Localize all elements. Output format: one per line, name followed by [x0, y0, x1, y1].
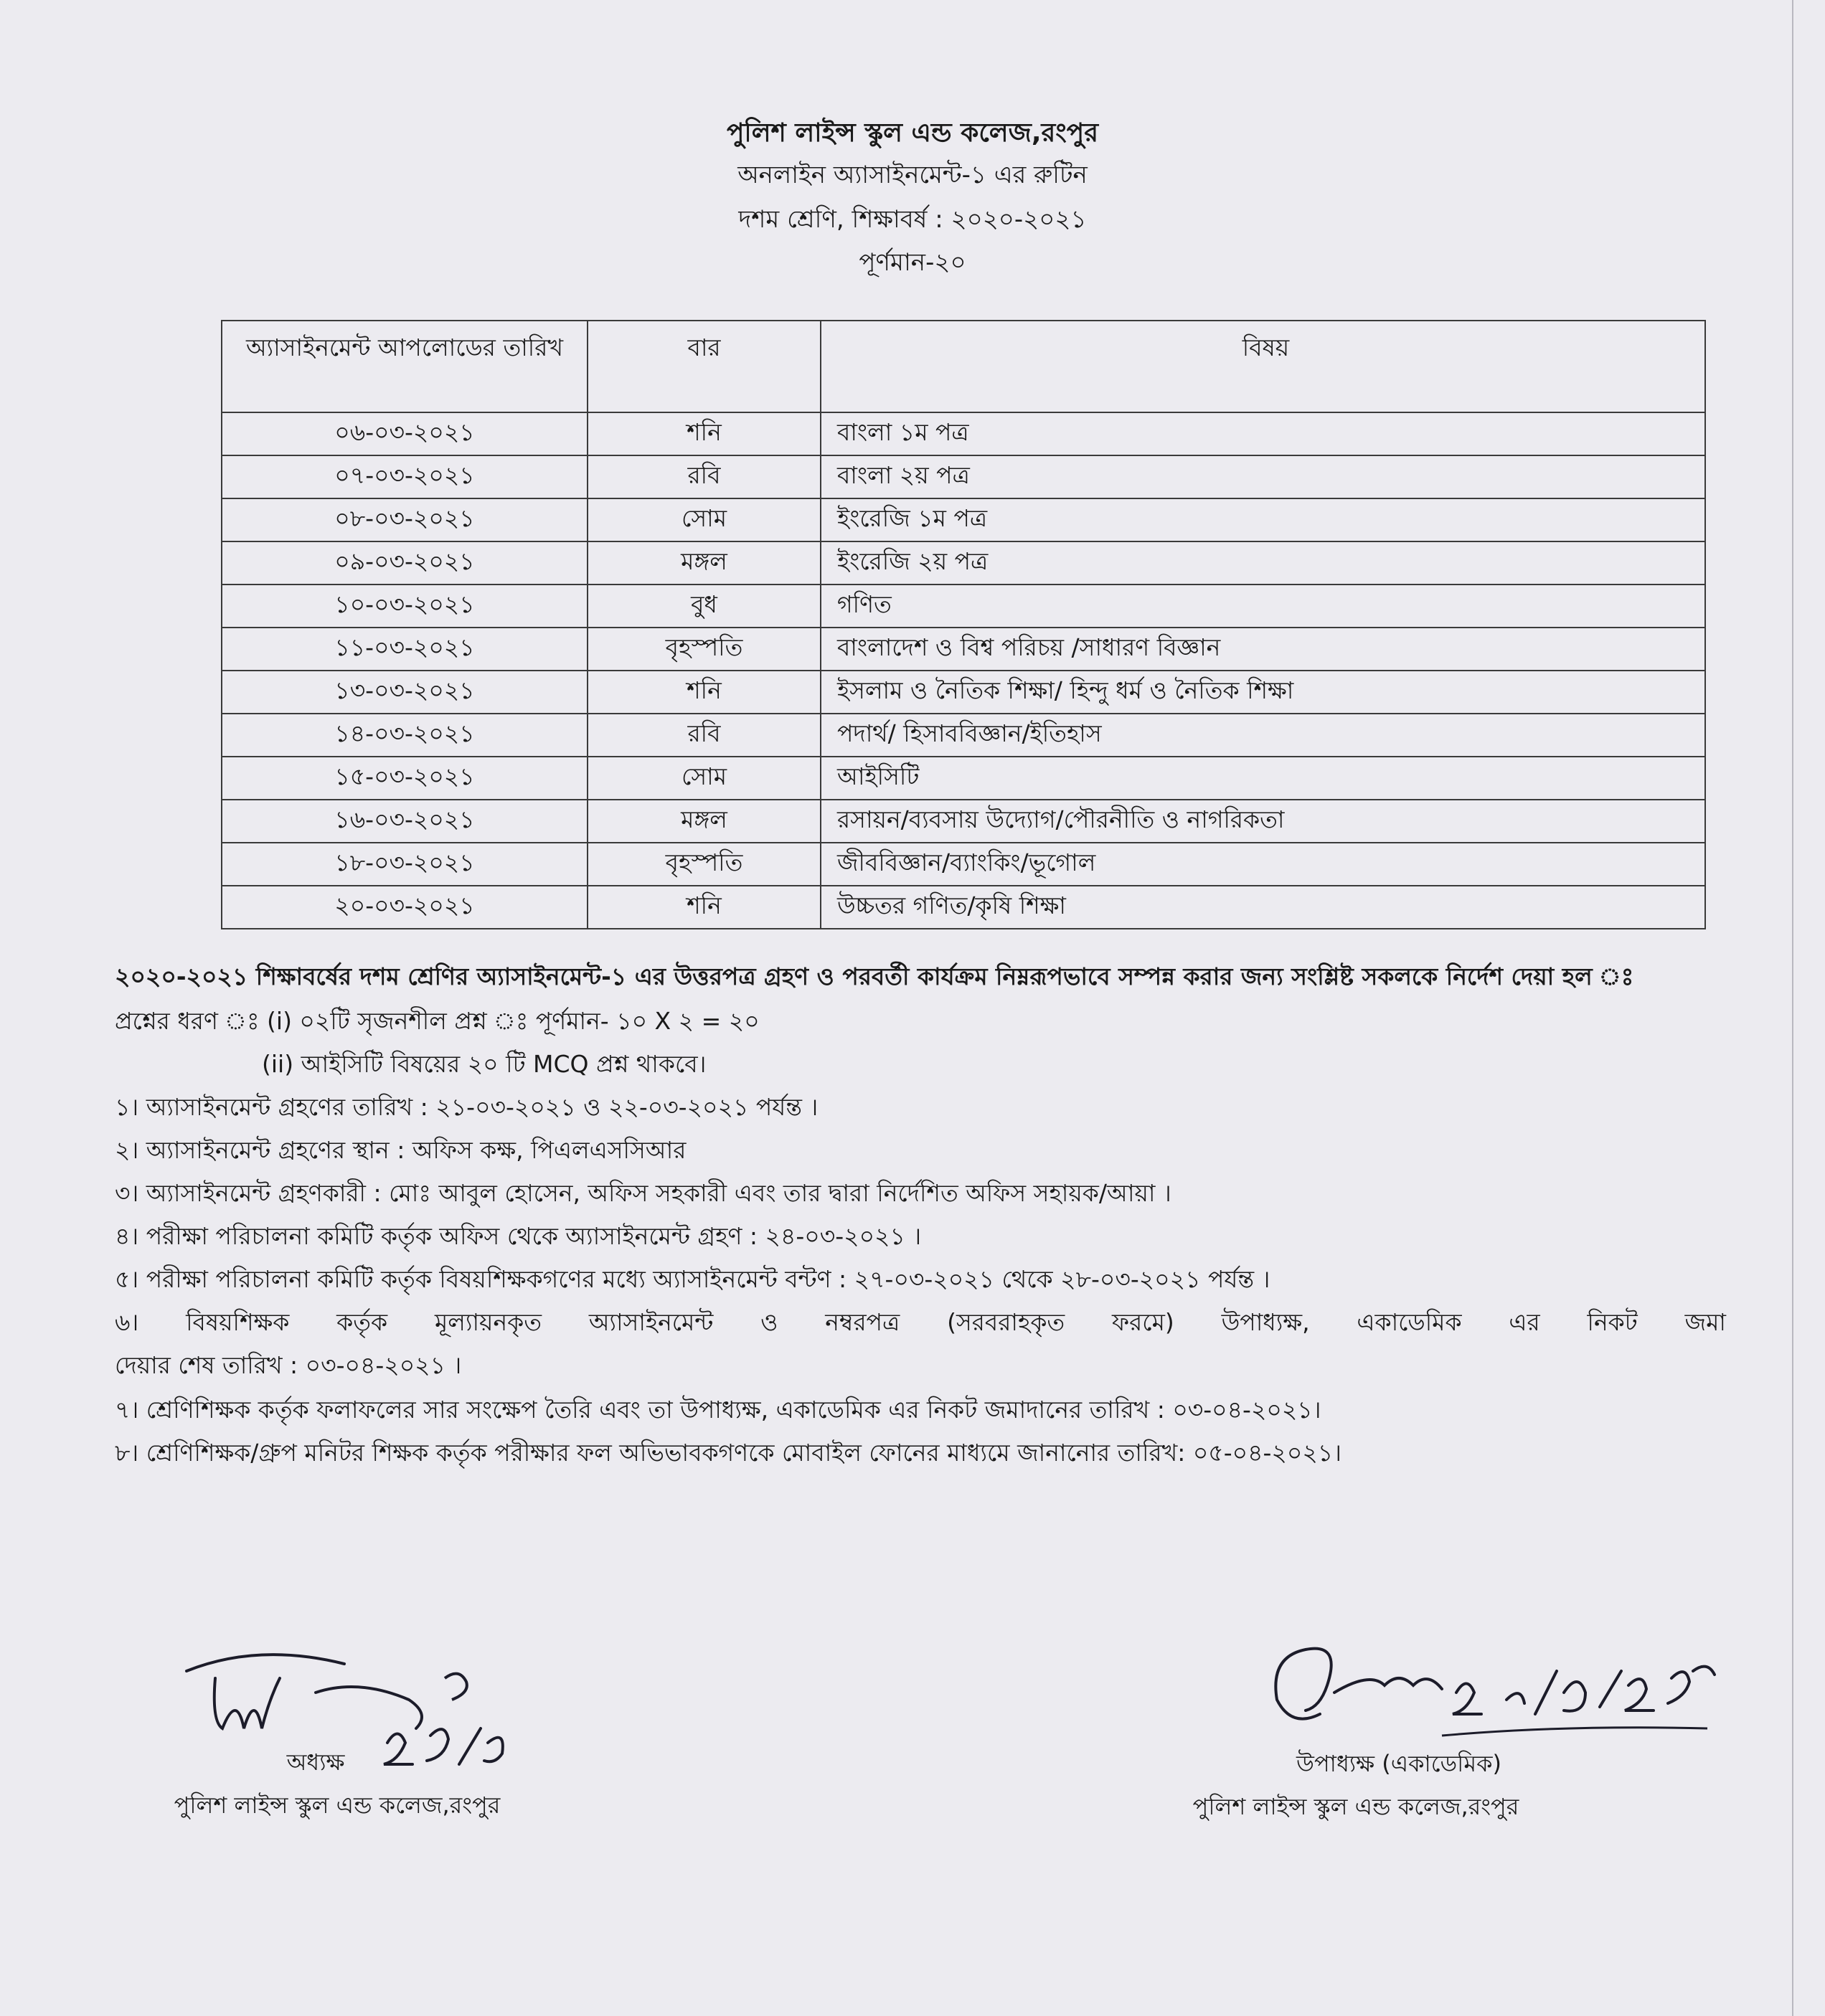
cell-date: ০৭-০৩-২০২১ — [222, 455, 588, 498]
document-title: অনলাইন অ্যাসাইনমেন্ট-১ এর রুটিন — [737, 161, 1088, 189]
instruction-item: ১। অ্যাসাইনমেন্ট গ্রহণের তারিখ : ২১-০৩-২০২১ ও ২২-০৩-২০২১ পর্যন্ত । — [115, 1093, 819, 1121]
cell-subject: রসায়ন/ব্যবসায় উদ্যোগ/পৌরনীতি ও নাগরিকতা — [821, 800, 1705, 843]
instruction-item: ৫। পরীক্ষা পরিচালনা কমিটি কর্তৃক বিষয়শিক্ষকগণের মধ্যে অ্যাসাইনমেন্ট বন্টণ : ২৭-০৩-২০২১ থেকে ২৮-০৩-২০২১ পর্যন্ত । — [115, 1265, 1270, 1293]
cell-subject: ইংরেজি ১ম পত্র — [821, 498, 1705, 541]
cell-day: মঙ্গল — [588, 800, 821, 843]
full-marks: পূর্ণমান-২০ — [859, 248, 966, 277]
cell-date: ০৯-০৩-২০২১ — [222, 541, 588, 585]
cell-subject: পদার্থ/ হিসাববিজ্ঞান/ইতিহাস — [821, 714, 1705, 757]
cell-subject: ইংরেজি ২য় পত্র — [821, 541, 1705, 585]
cell-date: ১৫-০৩-২০২১ — [222, 757, 588, 800]
cell-day: শনি — [588, 671, 821, 714]
cell-day: বৃহস্পতি — [588, 843, 821, 886]
cell-day: শনি — [588, 412, 821, 455]
instruction-item: ৪। পরীক্ষা পরিচালনা কমিটি কর্তৃক অফিস থেকে অ্যাসাইনমেন্ট গ্রহণ : ২৪-০৩-২০২১ । — [115, 1222, 922, 1250]
cell-subject: ইসলাম ও নৈতিক শিক্ষা/ হিন্দু ধর্ম ও নৈতিক শিক্ষা — [821, 671, 1705, 714]
instruction-item: ৩। অ্যাসাইনমেন্ট গ্রহণকারী : মোঃ আবুল হোসেন, অফিস সহকারী এবং তার দ্বারা নির্দেশিত অফিস সহায়ক/আয়া । — [115, 1179, 1171, 1207]
question-type-2: (ii) আইসিটি বিষয়ের ২০ টি MCQ প্রশ্ন থাকবে। — [262, 1050, 707, 1078]
vice-principal-signature — [1263, 1628, 1736, 1750]
table-row — [222, 412, 1705, 455]
instruction-item-continued: দেয়ার শেষ তারিখ : ০৩-০৪-২০২১ । — [115, 1351, 462, 1379]
table-row — [222, 628, 1705, 671]
instruction-item: ৭। শ্রেণিশিক্ষক কর্তৃক ফলাফলের সার সংক্ষেপ তৈরি এবং তা উপাধ্যক্ষ, একাডেমিক এর নিকট জমাদানের তারিখ : ০৩-০৪-২০২১। — [115, 1396, 1321, 1424]
routine-table — [221, 320, 1706, 929]
cell-subject: আইসিটি — [821, 757, 1705, 800]
cell-day: রবি — [588, 714, 821, 757]
cell-subject: বাংলা ১ম পত্র — [821, 412, 1705, 455]
header-date: অ্যাসাইনমেন্ট আপলোডের তারিখ — [222, 321, 588, 412]
page-edge — [1792, 0, 1793, 2016]
cell-day: মঙ্গল — [588, 541, 821, 585]
cell-day: সোম — [588, 498, 821, 541]
cell-date: ২০-০৩-২০২১ — [222, 886, 588, 929]
table-row — [222, 886, 1705, 929]
cell-date: ১৮-০৩-২০২১ — [222, 843, 588, 886]
header-subject: বিষয় — [821, 321, 1705, 412]
table-row — [222, 671, 1705, 714]
instruction-item: ২। অ্যাসাইনমেন্ট গ্রহণের স্থান : অফিস কক্ষ, পিএলএসসিআর — [115, 1136, 687, 1164]
cell-subject: উচ্চতর গণিত/কৃষি শিক্ষা — [821, 886, 1705, 929]
header-day: বার — [588, 321, 821, 412]
institution-name: পুলিশ লাইন্স স্কুল এন্ড কলেজ,রংপুর — [726, 118, 1099, 148]
class-year: দশম শ্রেণি, শিক্ষাবর্ষ : ২০২০-২০২১ — [738, 205, 1087, 234]
cell-day: বৃহস্পতি — [588, 628, 821, 671]
cell-date: ০৬-০৩-২০২১ — [222, 412, 588, 455]
question-type-1: প্রশ্নের ধরণ ঃ (i) ০২টি সৃজনশীল প্রশ্ন ঃ পূর্ণমান- ১০ X ২ = ২০ — [115, 1007, 760, 1035]
cell-day: রবি — [588, 455, 821, 498]
vice-principal-institution: পুলিশ লাইন্স স্কুল এন্ড কলেজ,রংপুর — [1192, 1793, 1519, 1820]
table-row — [222, 498, 1705, 541]
cell-date: ১৩-০৩-২০২১ — [222, 671, 588, 714]
principal-title: অধ্যক্ষ — [286, 1748, 345, 1776]
cell-date: ১০-০৩-২০২১ — [222, 585, 588, 628]
cell-date: ১৪-০৩-২০২১ — [222, 714, 588, 757]
table-row — [222, 455, 1705, 498]
table-row — [222, 541, 1705, 585]
table-header-row — [222, 321, 1705, 412]
instruction-item: ৮। শ্রেণিশিক্ষক/গ্রুপ মনিটর শিক্ষক কর্তৃক পরীক্ষার ফল অভিভাবকগণকে মোবাইল ফোনের মাধ্যমে জানানোর তারিখ: ০৫-০৪-২০২১। — [115, 1439, 1341, 1467]
cell-subject: বাংলাদেশ ও বিশ্ব পরিচয় /সাধারণ বিজ্ঞান — [821, 628, 1705, 671]
table-row — [222, 714, 1705, 757]
table-row — [222, 800, 1705, 843]
instructions-intro: ২০২০-২০২১ শিক্ষাবর্ষের দশম শ্রেণির অ্যাসাইনমেন্ট-১ এর উত্তরপত্র গ্রহণ ও পরবর্তী কার্যক্রম নিম্নরূপভাবে সম্পন্ন করার জন্য সংশ্লিষ্ট সকলকে নির্দেশ দেয়া হল ঃ — [115, 962, 1634, 990]
cell-day: সোম — [588, 757, 821, 800]
table-row — [222, 585, 1705, 628]
cell-subject: জীববিজ্ঞান/ব্যাংকিং/ভূগোল — [821, 843, 1705, 886]
principal-institution: পুলিশ লাইন্স স্কুল এন্ড কলেজ,রংপুর — [174, 1792, 501, 1819]
cell-date: ১৬-০৩-২০২১ — [222, 800, 588, 843]
instruction-item: ৬। বিষয়শিক্ষক কর্তৃক মূল্যায়নকৃত অ্যাসাইনমেন্ট ও নম্বরপত্র (সরবরাহকৃত ফরমে) উপাধ্যক্ষ, একাডেমিক এর নিকট জমা — [115, 1308, 1726, 1336]
table-row — [222, 843, 1705, 886]
cell-subject: গণিত — [821, 585, 1705, 628]
cell-date: ১১-০৩-২০২১ — [222, 628, 588, 671]
cell-day: বুধ — [588, 585, 821, 628]
vice-principal-title: উপাধ্যক্ষ (একাডেমিক) — [1296, 1750, 1501, 1777]
cell-day: শনি — [588, 886, 821, 929]
cell-subject: বাংলা ২য় পত্র — [821, 455, 1705, 498]
cell-date: ০৮-০৩-২০২১ — [222, 498, 588, 541]
table-row — [222, 757, 1705, 800]
